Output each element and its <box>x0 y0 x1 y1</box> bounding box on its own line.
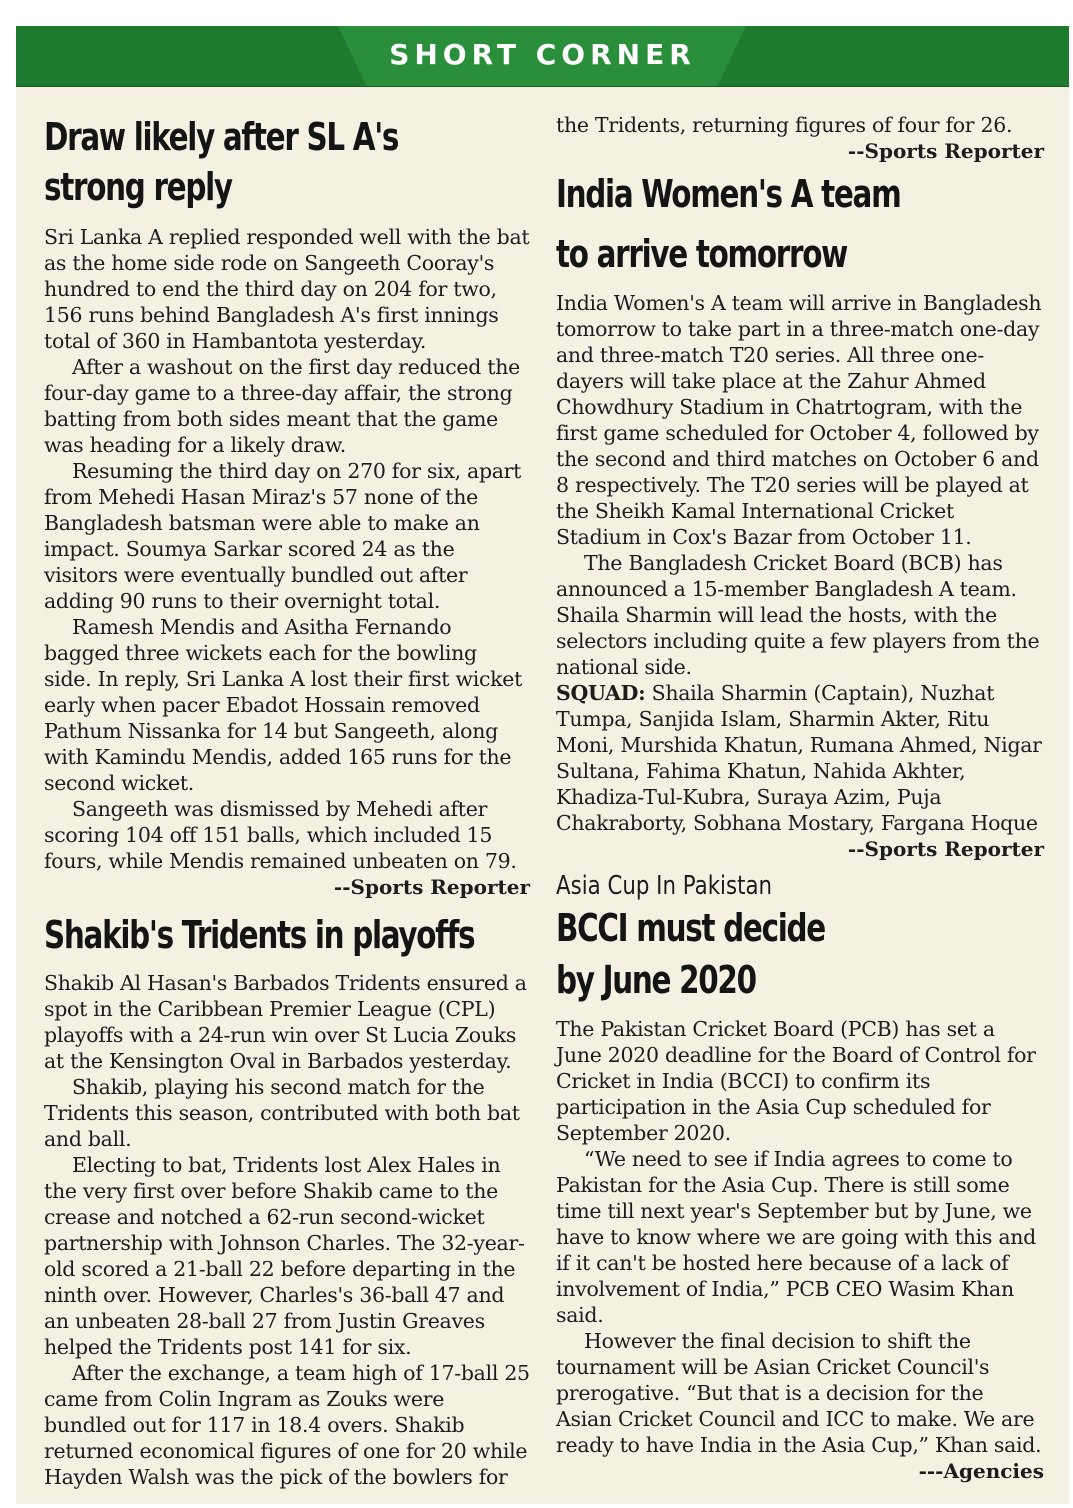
article-sl-a <box>44 112 530 900</box>
article-india-women <box>556 164 1044 862</box>
article-paragraph: After a washout on the first day reduced the four-day game to a three-day affair, the strong batting from both sides meant that the game was heading for a likely draw. <box>44 355 520 457</box>
article-shakib <box>44 910 530 1490</box>
article-paragraph: Ramesh Mendis and Asitha Fernando bagged three wickets each for the bowling side. In reply, Sri Lanka A lost their first wicket early when pacer Ebadot Hossain removed Pathum Nissanka for 14 but Sangeeth, along with Kamindu Mendis, added 165 runs for the second wicket. <box>44 615 523 795</box>
headline-line: by June 2020 <box>556 958 756 1002</box>
headline-line: Draw likely after SL A's <box>44 115 399 159</box>
newspaper-page <box>16 26 1069 1504</box>
article-headline <box>44 112 529 212</box>
article-paragraph: Shakib Al Hasan's Barbados Tridents ensured a spot in the Caribbean Premier League (CPL) playoffs with a 24-run win over St Lucia Zouks at the Kensington Oval in Barbados yesterday. <box>44 971 527 1073</box>
article-shakib-continued <box>556 112 1044 164</box>
squad-paragraph <box>556 680 1044 836</box>
article-headline <box>556 164 1043 284</box>
squad-label: SQUAD: <box>556 681 646 705</box>
article-byline: --Sports Reporter <box>333 875 530 899</box>
right-column <box>556 112 1044 1484</box>
article-continuation: the Tridents, returning figures of four for 26. <box>556 113 1013 137</box>
article-paragraph: Resuming the third day on 270 for six, apart from Mehedi Hasan Miraz's 57 none of the Bangladesh batsman were able to make an impact. Soumya Sarkar scored 24 as the visitors were eventually bundled out after adding 90 runs to their overnight total. <box>44 459 522 613</box>
squad-list: Shaila Sharmin (Captain), Nuzhat Tumpa, Sanjida Islam, Sharmin Akter, Ritu Moni, Murshida Khatun, Rumana Ahmed, Nigar Sultana, Fahima Khatun, Nahida Akhter, Khadiza-Tul-Kubra, Suraya Azim, Puja Chakraborty, Sobhana Mostary, Fargana Hoque <box>556 681 1042 835</box>
article-byline: --Sports Reporter <box>847 139 1044 163</box>
article-paragraph: Sri Lanka A replied responded well with the bat as the home side rode on Sangeeth Cooray's hundred to end the third day on 204 for two, 156 runs behind Bangladesh A's first innings total of 360 in Hambantota yesterday. <box>44 225 530 353</box>
article-headline <box>556 902 1043 1006</box>
article-paragraph: The Bangladesh Cricket Board (BCB) has announced a 15-member Bangladesh A team. Shaila Sharmin will lead the hosts, with the selectors including quite a few players from the national side. <box>556 551 1040 679</box>
article-asia-cup <box>556 870 1044 1484</box>
article-paragraph: “We need to see if India agrees to come to Pakistan for the Asia Cup. There is still some time till next year's September but by June, we have to know where we are going with this and if it can't be hosted here because of a lack of involvement of India,” PCB CEO Wasim Khan said. <box>556 1147 1036 1327</box>
headline-line: India Women's A team <box>556 172 901 216</box>
article-byline: ---Agencies <box>918 1459 1044 1483</box>
article-kicker: Asia Cup In Pakistan <box>556 871 773 901</box>
headline-line: BCCI must decide <box>556 906 825 950</box>
article-paragraph: Electing to bat, Tridents lost Alex Hales in the very first over before Shakib came to the crease and notched a 62-run second-wicket partnership with Johnson Charles. The 32-year-old scored a 21-ball 22 before departing in the ninth over. However, Charles's 36-ball 47 and an unbeaten 28-ball 27 from Justin Greaves helped the Tridents post 141 for six. <box>44 1153 525 1359</box>
article-paragraph: However the final decision to shift the tournament will be Asian Cricket Council's prerogative. “But that is a decision for the Asian Cricket Council and ICC to make. We are ready to have India in the Asia Cup,” Khan said. <box>556 1329 1042 1457</box>
section-title: SHORT CORNER <box>389 38 696 71</box>
article-paragraph: The Pakistan Cricket Board (PCB) has set a June 2020 deadline for the Board of Control for Cricket in India (BCCI) to confirm its participation in the Asia Cup scheduled for September 2020. <box>556 1017 1036 1145</box>
section-banner <box>16 26 1069 87</box>
headline-line: to arrive tomorrow <box>556 232 848 276</box>
article-paragraph: India Women's A team will arrive in Bangladesh tomorrow to take part in a three-match one-day and three-match T20 series. All three one-dayers will take place at the Zahur Ahmed Chowdhury Stadium in Chatrtogram, with the first game scheduled for October 4, followed by the second and third matches on October 6 and 8 respectively. The T20 series will be played at the Sheikh Kamal International Cricket Stadium in Cox's Bazar from October 11. <box>556 291 1042 549</box>
left-column <box>44 112 530 1490</box>
article-paragraph: Shakib, playing his second match for the Tridents this season, contributed with both bat and ball. <box>44 1075 520 1151</box>
article-paragraph: After the exchange, a team high of 17-ball 25 came from Colin Ingram as Zouks were bundled out for 117 in 18.4 overs. Shakib returned economical figures of one for 20 while Hayden Walsh was the pick of the bowlers for <box>44 1361 530 1489</box>
article-paragraph: Sangeeth was dismissed by Mehedi after scoring 104 off 151 balls, which included 15 fours, while Mendis remained unbeaten on 79. <box>44 797 517 873</box>
headline-line: strong reply <box>44 165 232 209</box>
article-headline: Shakib's Tridents in playoffs <box>44 913 475 957</box>
article-byline: --Sports Reporter <box>847 837 1044 861</box>
